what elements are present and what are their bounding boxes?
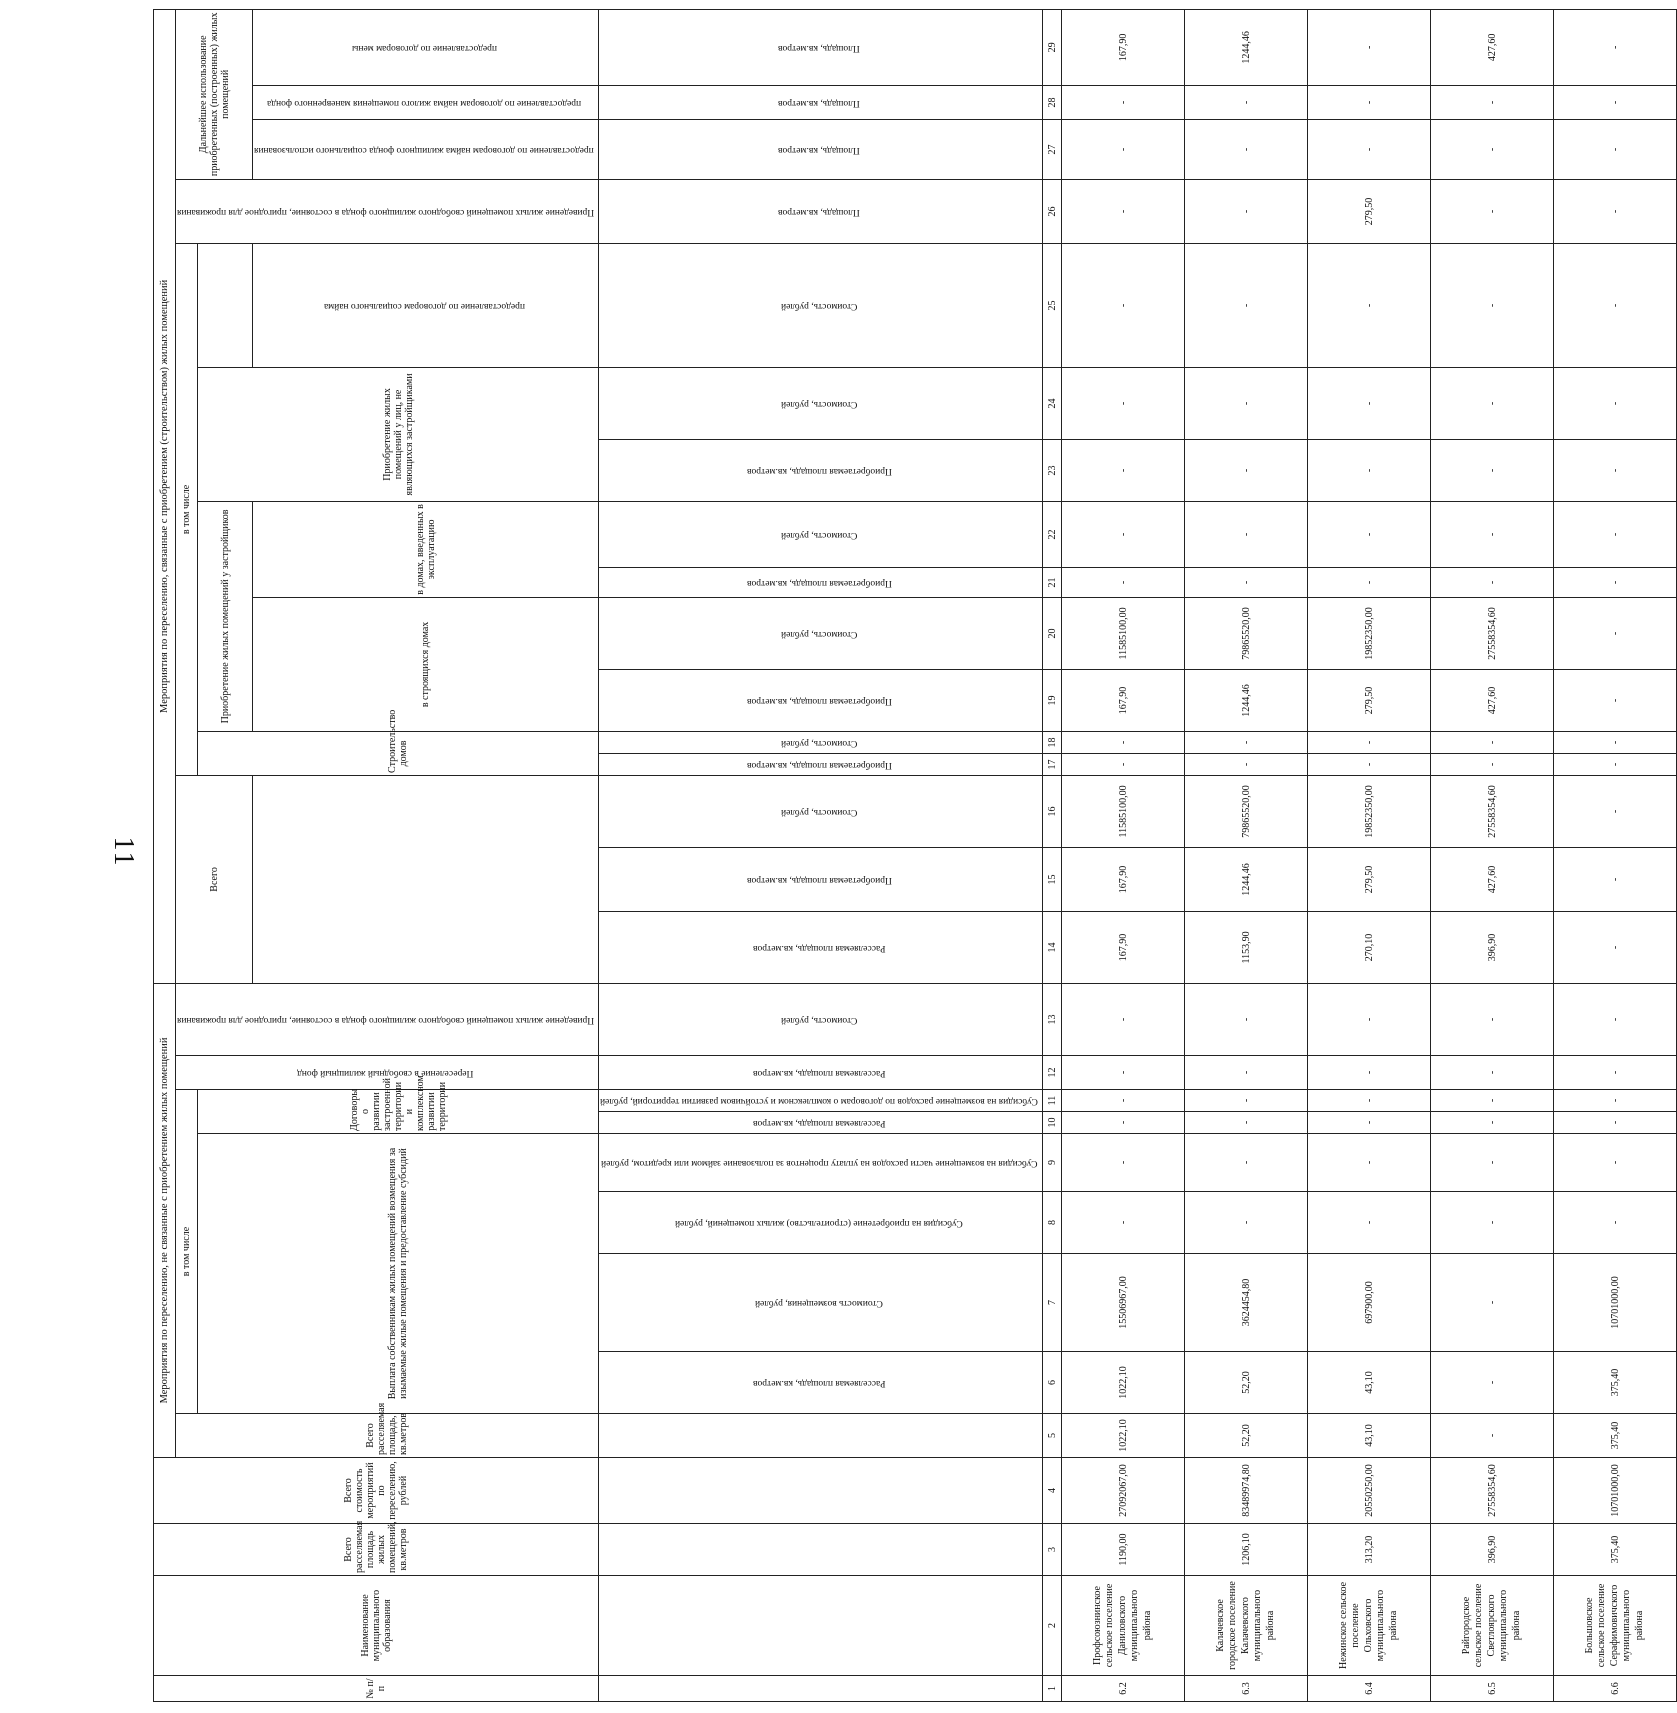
- header-c29-head: [253, 9, 599, 85]
- header-unit-20: [599, 597, 1043, 669]
- cell: 1022,10: [1062, 1352, 1185, 1414]
- cell: -: [1308, 119, 1431, 179]
- cell: 1206,10: [1185, 1524, 1308, 1576]
- cell: -: [1308, 983, 1431, 1055]
- cell: 279,50: [1308, 179, 1431, 243]
- cell: -: [1308, 439, 1431, 501]
- column-number: 8: [1043, 1192, 1062, 1254]
- cell: -: [1431, 367, 1554, 439]
- header-unit-2: [599, 1576, 1043, 1676]
- cell: -: [1185, 753, 1308, 775]
- column-number: 23: [1043, 439, 1062, 501]
- table-row: [1431, 9, 1554, 1701]
- header-in-construction: в строящихся домах: [253, 597, 599, 731]
- header-c27-head: [253, 119, 599, 179]
- cell: -: [1431, 983, 1554, 1055]
- cell: 167,90: [1062, 9, 1185, 85]
- cell: 27558354,60: [1431, 775, 1554, 847]
- header-nr-total-area: Всего расселяемая площадь, кв.метров: [176, 1414, 599, 1458]
- cell: -: [1062, 983, 1185, 1055]
- header-unit-29-text: Площадь, кв.метров: [778, 42, 860, 53]
- cell: -: [1431, 119, 1554, 179]
- cell: -: [1185, 119, 1308, 179]
- table-row: [1308, 9, 1431, 1701]
- cell: -: [1431, 1254, 1554, 1352]
- cell: -: [1431, 501, 1554, 567]
- cell: 79865520,00: [1185, 597, 1308, 669]
- cell: -: [1062, 179, 1185, 243]
- header-unit-21: [599, 567, 1043, 597]
- cell: -: [1308, 85, 1431, 119]
- header-unit-26: [599, 179, 1043, 243]
- cell: 15506967,00: [1062, 1254, 1185, 1352]
- cell: 11585100,00: [1062, 775, 1185, 847]
- column-number: 13: [1043, 983, 1062, 1055]
- rotated-table-wrapper: [153, 12, 1645, 1702]
- cell: 697900,00: [1308, 1254, 1431, 1352]
- cell: -: [1062, 501, 1185, 567]
- header-r-total: Всего: [176, 775, 253, 983]
- table-row: [1062, 9, 1185, 1701]
- header-unit-26-text: Площадь, кв.метров: [778, 206, 860, 217]
- header-unit-16: [599, 775, 1043, 847]
- cell: -: [1554, 567, 1677, 597]
- cell: 427,60: [1431, 9, 1554, 85]
- cell: 167,90: [1062, 847, 1185, 911]
- cell: 52,20: [1185, 1352, 1308, 1414]
- cell: -: [1431, 85, 1554, 119]
- header-c26-head: [253, 243, 599, 367]
- cell: -: [1431, 731, 1554, 753]
- cell: -: [1185, 367, 1308, 439]
- header-unit-16-text: Стоимость, рублей: [780, 806, 858, 817]
- cell: 19852350,00: [1308, 775, 1431, 847]
- cell: 10701000,00: [1554, 1458, 1677, 1524]
- cell: -: [1062, 1090, 1185, 1112]
- cell: -: [1062, 367, 1185, 439]
- header-unit-11-text: Субсидия на возмещение расходов по договорам о комплексном и устойчивом развитии территорий, рублей: [600, 1095, 1039, 1106]
- cell: -: [1554, 85, 1677, 119]
- cell: -: [1308, 1090, 1431, 1112]
- cell: 396,90: [1431, 1524, 1554, 1576]
- header-unit-15-text: Приобретаемая площадь, кв.метров: [746, 874, 892, 885]
- header-unit-13: [599, 983, 1043, 1055]
- cell: -: [1554, 1056, 1677, 1090]
- cell: -: [1308, 753, 1431, 775]
- header-unit-22: [599, 501, 1043, 567]
- header-unit-28: [599, 85, 1043, 119]
- cell: -: [1554, 367, 1677, 439]
- column-number: 27: [1043, 119, 1062, 179]
- cell: 427,60: [1431, 847, 1554, 911]
- column-number: 4: [1043, 1458, 1062, 1524]
- cell: -: [1554, 501, 1677, 567]
- cell: -: [1185, 439, 1308, 501]
- cell: -: [1431, 1414, 1554, 1458]
- cell: -: [1185, 983, 1308, 1055]
- header-unit-25: [599, 243, 1043, 367]
- column-number: 17: [1043, 753, 1062, 775]
- cell: -: [1308, 1192, 1431, 1254]
- header-bring-free-fund-text: Приведение жилых помещений свободного жилищного фонда в состояние, пригодное для проживания: [177, 1014, 595, 1025]
- header-unit-8: [599, 1192, 1043, 1254]
- cell: -: [1185, 1112, 1308, 1134]
- header-unit-14: [599, 911, 1043, 983]
- header-unit-13-text: Стоимость, рублей: [780, 1014, 858, 1025]
- cell: 279,50: [1308, 847, 1431, 911]
- column-number: 21: [1043, 567, 1062, 597]
- column-number: 16: [1043, 775, 1062, 847]
- cell: 396,90: [1431, 911, 1554, 983]
- cell: -: [1431, 1192, 1554, 1254]
- column-number: 25: [1043, 243, 1062, 367]
- cell: -: [1554, 119, 1677, 179]
- cell: -: [1431, 1134, 1554, 1192]
- cell: -: [1062, 119, 1185, 179]
- cell: -: [1185, 731, 1308, 753]
- header-unit-18-text: Стоимость, рублей: [780, 737, 858, 748]
- header-unit-9: [599, 1134, 1043, 1192]
- cell: -: [1308, 1134, 1431, 1192]
- column-number: 26: [1043, 179, 1062, 243]
- cell: -: [1554, 1090, 1677, 1112]
- cell: -: [1431, 1352, 1554, 1414]
- cell: 1153,90: [1185, 911, 1308, 983]
- cell: 427,60: [1431, 669, 1554, 731]
- column-number: 22: [1043, 501, 1062, 567]
- cell: -: [1185, 85, 1308, 119]
- cell: -: [1185, 1192, 1308, 1254]
- table-row: [1185, 9, 1308, 1701]
- cell: -: [1431, 439, 1554, 501]
- header-unit-15: [599, 847, 1043, 911]
- cell: -: [1308, 367, 1431, 439]
- header-unit-24-text: Стоимость, рублей: [780, 398, 858, 409]
- column-number: 1: [1043, 1676, 1062, 1702]
- row-id: 6.3: [1185, 1676, 1308, 1702]
- cell: 270,10: [1308, 911, 1431, 983]
- cell: -: [1308, 1056, 1431, 1090]
- header-cost-total: Всего стоимость мероприятий по переселению, рублей: [154, 1458, 599, 1524]
- cell: -: [1431, 1056, 1554, 1090]
- header-c27-head-text: предоставление по договорам найма жилищного фонда социального использования: [254, 144, 595, 155]
- header-c26-head-text: предоставление по договорам социального найма: [323, 300, 525, 311]
- header-group-related: Мероприятия по переселению, связанные с приобретением (строительством) жилых помещений: [154, 9, 176, 983]
- resettlement-table: [153, 9, 1677, 1702]
- cell: -: [1554, 775, 1677, 847]
- cell: 20550250,00: [1308, 1458, 1431, 1524]
- header-unit-18: [599, 731, 1043, 753]
- header-unit-12-text: Расселяемая площадь, кв.метров: [752, 1067, 886, 1078]
- cell: 19852350,00: [1308, 597, 1431, 669]
- column-number: 29: [1043, 9, 1062, 85]
- cell: 83489974,80: [1185, 1458, 1308, 1524]
- header-buy-non-developers: Приобретение жилых помещений у лиц, не являющихся застройщиками: [198, 367, 599, 501]
- header-unit-4: [599, 1458, 1043, 1524]
- header-unit-22-text: Стоимость, рублей: [780, 529, 858, 540]
- cell: -: [1554, 983, 1677, 1055]
- cell: -: [1062, 731, 1185, 753]
- cell: -: [1554, 9, 1677, 85]
- header-area-total: Всего расселяемая площадь жилых помещений, кв.метров: [154, 1524, 599, 1576]
- header-unit-24: [599, 367, 1043, 439]
- cell: -: [1554, 1112, 1677, 1134]
- header-unit-11: [599, 1090, 1043, 1112]
- header-c28-head-text: предоставление по договорам найма жилого помещения маневренного фонда: [267, 97, 582, 108]
- header-r-bring-free-fund: [176, 179, 599, 243]
- cell: -: [1062, 1056, 1185, 1090]
- cell: -: [1308, 243, 1431, 367]
- cell: -: [1308, 731, 1431, 753]
- cell: -: [1185, 243, 1308, 367]
- row-id: 6.5: [1431, 1676, 1554, 1702]
- cell: -: [1431, 567, 1554, 597]
- cell: 167,90: [1062, 669, 1185, 731]
- cell: -: [1308, 1112, 1431, 1134]
- cell: -: [1062, 1112, 1185, 1134]
- cell: -: [1554, 597, 1677, 669]
- column-numbers-row: [1043, 9, 1062, 1701]
- column-number: 6: [1043, 1352, 1062, 1414]
- column-number: 2: [1043, 1576, 1062, 1676]
- cell: 27092067,00: [1062, 1458, 1185, 1524]
- header-unit-27: [599, 119, 1043, 179]
- cell: -: [1062, 753, 1185, 775]
- header-unit-17-text: Приобретаемая площадь, кв.метров: [746, 759, 892, 770]
- cell: -: [1308, 9, 1431, 85]
- column-number: 28: [1043, 85, 1062, 119]
- cell: -: [1554, 243, 1677, 367]
- header-unit-27-text: Площадь, кв.метров: [778, 144, 860, 155]
- header-payout-group: Выплата собственникам жилых помещений возмещения за изымаемые жилые помещения и предоставление субсидий: [198, 1134, 599, 1414]
- cell: 1244,46: [1185, 9, 1308, 85]
- page-number: 11: [108, 836, 139, 868]
- header-group-not-related: Мероприятия по переселению, не связанные с приобретением жилых помещений: [154, 983, 176, 1457]
- cell: -: [1062, 243, 1185, 367]
- row-id: 6.6: [1554, 1676, 1677, 1702]
- cell: 52,20: [1185, 1414, 1308, 1458]
- cell: 1190,00: [1062, 1524, 1185, 1576]
- header-unit-10: [599, 1112, 1043, 1134]
- header-nr-incl: в том числе: [176, 1090, 198, 1414]
- cell: -: [1308, 567, 1431, 597]
- cell: 11585100,00: [1062, 597, 1185, 669]
- cell: -: [1062, 1192, 1185, 1254]
- row-municipality: Большовское сельское поселение Серафимовичского муниципального района: [1554, 1576, 1677, 1676]
- header-unit-23: [599, 439, 1043, 501]
- cell: 313,20: [1308, 1524, 1431, 1576]
- cell: -: [1062, 567, 1185, 597]
- cell: -: [1554, 1134, 1677, 1192]
- cell: 167,90: [1062, 911, 1185, 983]
- cell: 27558354,60: [1431, 597, 1554, 669]
- cell: 375,40: [1554, 1524, 1677, 1576]
- header-no: № п/п: [154, 1676, 599, 1702]
- column-number: 24: [1043, 367, 1062, 439]
- column-number: 15: [1043, 847, 1062, 911]
- cell: 1022,10: [1062, 1414, 1185, 1458]
- header-unit-10-text: Расселяемая площадь, кв.метров: [752, 1117, 886, 1128]
- cell: 375,40: [1554, 1352, 1677, 1414]
- header-unit-19-text: Приобретаемая площадь, кв.метров: [746, 695, 892, 706]
- header-unit-12: [599, 1056, 1043, 1090]
- header-unit-21-text: Приобретаемая площадь, кв.метров: [746, 577, 892, 588]
- header-c28-head: [253, 85, 599, 119]
- header-r-total-blank: [253, 775, 599, 983]
- cell: -: [1431, 179, 1554, 243]
- header-bring-free-fund: [176, 983, 599, 1055]
- cell: 279,50: [1308, 669, 1431, 731]
- column-number: 19: [1043, 669, 1062, 731]
- cell: -: [1554, 911, 1677, 983]
- header-construction: Строительство домов: [198, 731, 599, 775]
- cell: -: [1308, 501, 1431, 567]
- row-municipality: Калачевское городское поселение Калачевского муниципального района: [1185, 1576, 1308, 1676]
- column-number: 14: [1043, 911, 1062, 983]
- column-number: 18: [1043, 731, 1062, 753]
- cell: -: [1185, 1090, 1308, 1112]
- header-unit-17: [599, 753, 1043, 775]
- header-buy-developers: Приобретение жилых помещений у застройщиков: [198, 501, 253, 731]
- cell: -: [1062, 439, 1185, 501]
- header-c29-head-text: предоставление по договорам мены: [351, 42, 497, 53]
- header-unit-6: [599, 1352, 1043, 1414]
- row-id: 6.4: [1308, 1676, 1431, 1702]
- cell: -: [1062, 85, 1185, 119]
- column-number: 10: [1043, 1112, 1062, 1134]
- column-number: 7: [1043, 1254, 1062, 1352]
- cell: 1244,46: [1185, 669, 1308, 731]
- header-r-bring-free-fund-text: Приведение жилых помещений свободного жилищного фонда в состояние, пригодное для проживания: [177, 206, 595, 217]
- header-in-commissioned: в домах, введенных в эксплуатацию: [253, 501, 599, 597]
- column-number: 11: [1043, 1090, 1062, 1112]
- row-municipality: Профсоюзнинское сельское поселение Даниловского муниципального района: [1062, 1576, 1185, 1676]
- cell: -: [1554, 731, 1677, 753]
- row-municipality: Райгородское сельское поселение Светлоярского муниципального района: [1431, 1576, 1554, 1676]
- row-municipality: Нежинское сельское поселение Ольховского муниципального района: [1308, 1576, 1431, 1676]
- column-number: 12: [1043, 1056, 1062, 1090]
- cell: -: [1185, 179, 1308, 243]
- column-number: 3: [1043, 1524, 1062, 1576]
- header-unit-20-text: Стоимость, рублей: [780, 628, 858, 639]
- header-unit-25-text: Стоимость, рублей: [780, 300, 858, 311]
- header-territory-group: Договоры о развитии застроенной территории и комплексном развитии территории: [198, 1090, 599, 1134]
- cell: -: [1554, 439, 1677, 501]
- cell: -: [1554, 669, 1677, 731]
- cell: -: [1554, 179, 1677, 243]
- header-unit-1: [599, 1676, 1043, 1702]
- header-unit-7: [599, 1254, 1043, 1352]
- cell: -: [1431, 243, 1554, 367]
- header-unit-6-text: Расселяемая площадь, кв.метров: [752, 1377, 886, 1388]
- cell: -: [1431, 1090, 1554, 1112]
- header-unit-14-text: Расселяемая площадь, кв.метров: [752, 942, 886, 953]
- header-unit-3: [599, 1524, 1043, 1576]
- header-unit-23-text: Приобретаемая площадь, кв.метров: [746, 465, 892, 476]
- cell: 79865520,00: [1185, 775, 1308, 847]
- cell: -: [1554, 1192, 1677, 1254]
- cell: -: [1062, 1134, 1185, 1192]
- cell: 3624454,80: [1185, 1254, 1308, 1352]
- cell: -: [1431, 1112, 1554, 1134]
- cell: -: [1431, 753, 1554, 775]
- header-unit-8-text: Субсидия на приобретение (строительство) жилых помещений, рублей: [675, 1217, 963, 1228]
- row-id: 6.2: [1062, 1676, 1185, 1702]
- cell: 10701000,00: [1554, 1254, 1677, 1352]
- table-row: [1554, 9, 1677, 1701]
- header-unit-5: [599, 1414, 1043, 1458]
- cell: -: [1185, 1056, 1308, 1090]
- cell: -: [1185, 1134, 1308, 1192]
- cell: 1244,46: [1185, 847, 1308, 911]
- cell: 43,10: [1308, 1352, 1431, 1414]
- header-unit-9-text: Субсидия на возмещение части расходов на уплату процентов за пользование займом или кредитом, рублей: [600, 1157, 1038, 1168]
- cell: -: [1185, 501, 1308, 567]
- cell: 375,40: [1554, 1414, 1677, 1458]
- cell: -: [1185, 567, 1308, 597]
- header-unit-28-text: Площадь, кв.метров: [778, 97, 860, 108]
- header-unit-29: [599, 9, 1043, 85]
- header-unit-7-text: Стоимость возмещения, рублей: [755, 1297, 884, 1308]
- column-number: 9: [1043, 1134, 1062, 1192]
- header-r-incl: в том числе: [176, 243, 198, 775]
- cell: 27558354,60: [1431, 1458, 1554, 1524]
- cell: 43,10: [1308, 1414, 1431, 1458]
- cell: -: [1554, 753, 1677, 775]
- column-number: 20: [1043, 597, 1062, 669]
- header-further-use: Дальнейшее использование приобретенных (построенных) жилых помещений: [176, 9, 253, 179]
- header-unit-19: [599, 669, 1043, 731]
- column-number: 5: [1043, 1414, 1062, 1458]
- cell: -: [1554, 847, 1677, 911]
- header-name: Наименование муниципального образования: [154, 1576, 599, 1676]
- header-resettle-free-fund-text: Переселение в свободный жилищный фонд: [297, 1067, 474, 1078]
